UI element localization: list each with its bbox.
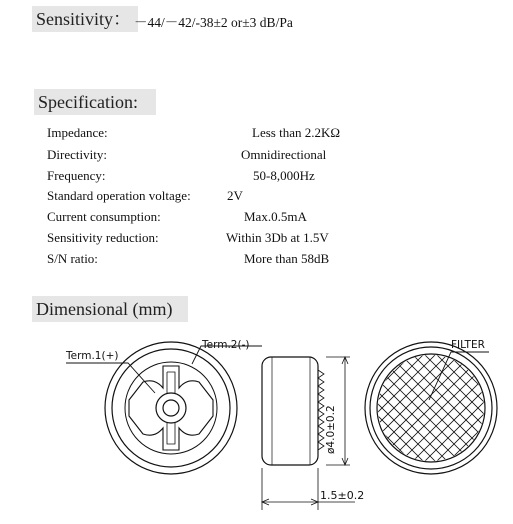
spec-label: S/N ratio: [47,251,98,266]
spec-row-sn-ratio [0,251,513,272]
spec-value: Less than 2.2KΩ [252,125,341,140]
spec-value: 50-8,000Hz [253,168,315,183]
sensitivity-value: －44/－42/-38±2 or±3 dB/Pa [134,15,293,30]
dimensional-heading: Dimensional (mm) [32,296,188,322]
spec-row-sensitivity-reduction [0,230,513,251]
spec-label: Sensitivity reduction: [47,230,159,245]
spec-row-voltage [0,188,513,209]
specification-heading: Specification: [34,89,156,115]
spec-value: Within 3Db at 1.5V [226,230,329,245]
spec-row-current [0,209,513,230]
spec-value: Max.0.5mA [244,209,307,224]
filter-label: FILTER [451,339,485,351]
spec-value: More than 58dB [244,251,330,266]
side-view [262,357,355,510]
term1-label: Term.1(+) [66,350,119,362]
spec-row-impedance [0,125,513,146]
spec-value: Omnidirectional [241,147,327,162]
spec-label: Impedance: [47,125,108,140]
rear-view [364,330,497,474]
dimension-drawing [0,330,513,524]
spec-label: Current consumption: [47,209,161,224]
diameter-dimension-label: ø4.0±0.2 [325,405,337,454]
spec-label: Frequency: [47,168,106,183]
sensitivity-heading: Sensitivity： [32,6,138,32]
spec-row-frequency [0,168,513,189]
spec-label: Directivity: [47,147,107,162]
spec-value: 2V [227,188,243,203]
term2-label: Term.2(-) [202,339,250,351]
height-dimension-label: 1.5±0.2 [320,489,365,502]
spec-label: Standard operation voltage: [47,188,191,203]
spec-row-directivity [0,147,513,168]
